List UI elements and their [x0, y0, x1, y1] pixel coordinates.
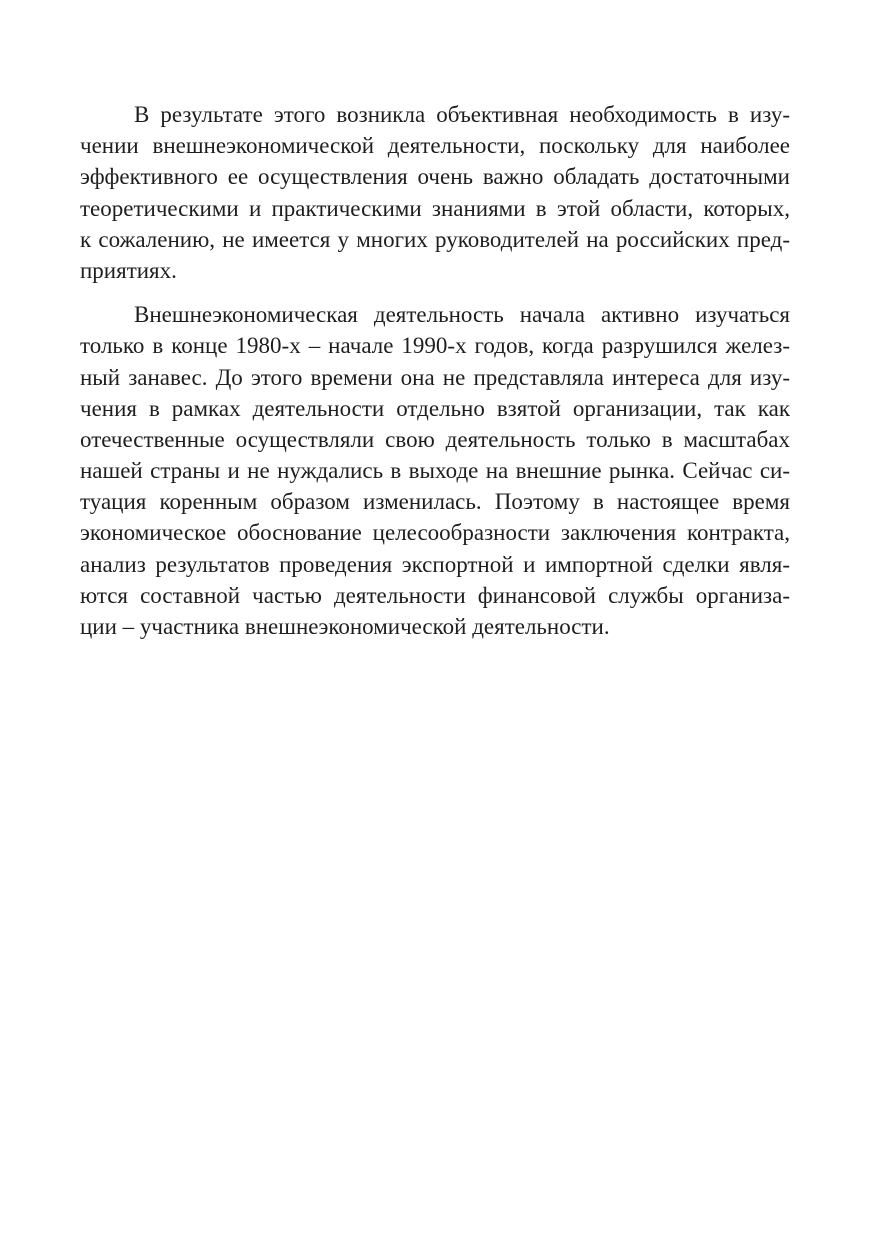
- text-line: эффективного ее осуществления очень важно обладать достаточными: [80, 164, 790, 190]
- text-line: теоретическими и практическими знаниями в этой области, которых,: [80, 195, 790, 221]
- body-text: [80, 99, 790, 642]
- text-line: В результате этого возникла объективная необходимость в изу-: [134, 102, 790, 127]
- text-line: приятиях.: [80, 257, 177, 283]
- text-line: чения в рамках деятельности отдельно взятой организации, так как: [80, 395, 790, 421]
- text-line: туация коренным образом изменилась. Поэтому в настоящее время: [80, 489, 790, 515]
- text-line: Внешнеэкономическая деятельность начала активно изучаться: [134, 302, 790, 328]
- paragraph-2: [80, 299, 790, 642]
- text-line: ются составной частью деятельности финансовой службы организа-: [80, 582, 790, 608]
- text-line: чении внешнеэкономической деятельности, поскольку для наиболее: [80, 133, 790, 159]
- text-line: отечественные осуществляли свою деятельность только в масштабах: [80, 426, 790, 452]
- paragraph-spacer: [80, 286, 790, 299]
- text-line: анализ результатов проведения экспортной и импортной сделки явля-: [80, 551, 790, 577]
- paragraph-1: [80, 99, 790, 286]
- text-line: нашей страны и не нуждались в выходе на внешние рынка. Сейчас си-: [80, 458, 790, 484]
- text-line: ный занавес. До этого времени она не представляла интереса для изу-: [80, 364, 790, 390]
- text-line: экономическое обоснование целесообразности заключения контракта,: [80, 520, 790, 546]
- text-line: только в конце 1980-х – начале 1990-х годов, когда разрушился желез-: [80, 333, 790, 359]
- text-line: ции – участника внешнеэкономической деятельности.: [80, 614, 610, 639]
- text-line: к сожалению, не имеется у многих руководителей на российских пред-: [80, 226, 790, 252]
